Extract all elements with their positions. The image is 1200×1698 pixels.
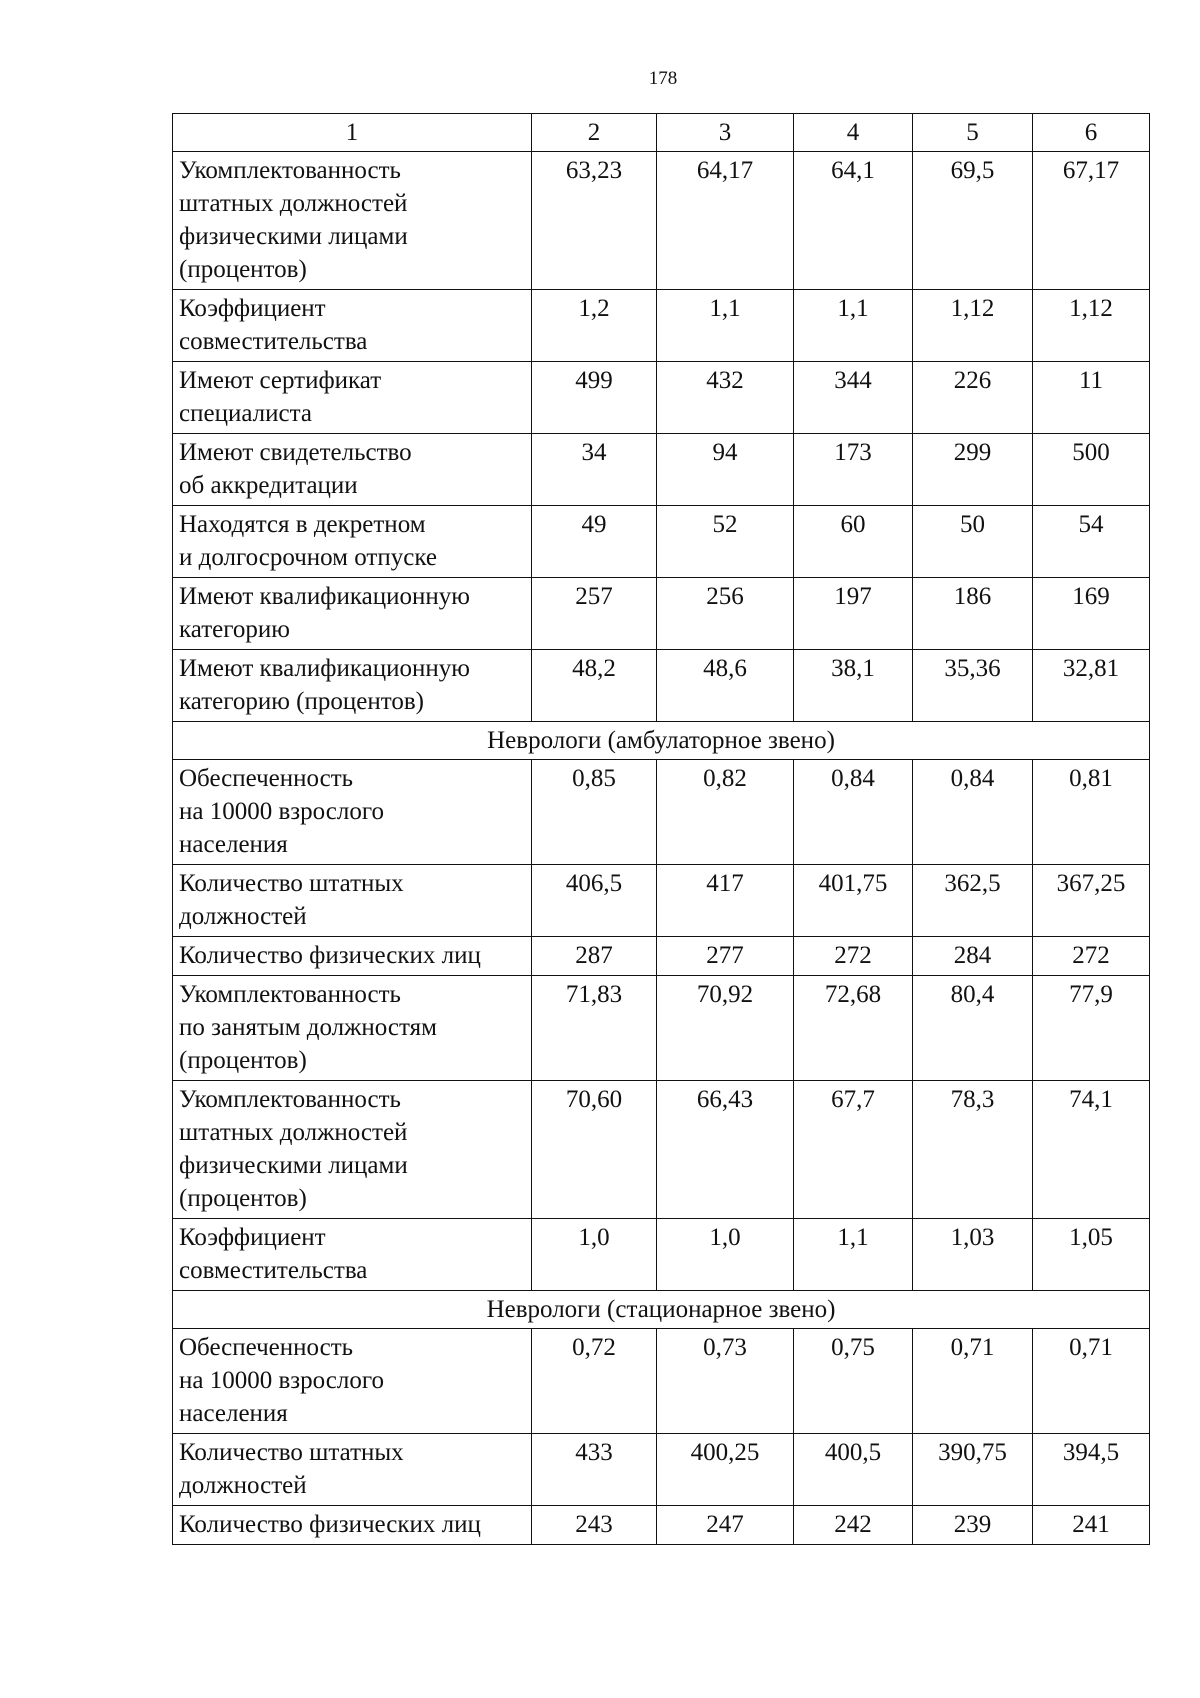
table-row: [173, 1081, 1150, 1219]
table-cell: 0,84: [794, 760, 913, 865]
table-cell: 241: [1033, 1506, 1150, 1545]
table-cell: 272: [1033, 937, 1150, 976]
table-cell: 94: [657, 434, 794, 506]
table-cell: 287: [532, 937, 657, 976]
row-label: Укомплектованность по занятым должностям (процентов): [173, 976, 532, 1081]
table-cell: 35,36: [913, 650, 1033, 722]
table-cell: 77,9: [1033, 976, 1150, 1081]
table-cell: 499: [532, 362, 657, 434]
table-row: [173, 650, 1150, 722]
section-header-row: [173, 722, 1150, 760]
table-cell: 1,0: [657, 1219, 794, 1291]
table-cell: 242: [794, 1506, 913, 1545]
row-label: Имеют свидетельство об аккредитации: [173, 434, 532, 506]
row-label: Находятся в декретном и долгосрочном отпуске: [173, 506, 532, 578]
table-row: [173, 362, 1150, 434]
table-cell: 0,72: [532, 1329, 657, 1434]
table-cell: 186: [913, 578, 1033, 650]
table-cell: 1,12: [913, 290, 1033, 362]
table-cell: 1,1: [657, 290, 794, 362]
table-cell: 362,5: [913, 865, 1033, 937]
table-cell: 0,81: [1033, 760, 1150, 865]
table-cell: 239: [913, 1506, 1033, 1545]
table-cell: 299: [913, 434, 1033, 506]
table-cell: 49: [532, 506, 657, 578]
table-cell: 11: [1033, 362, 1150, 434]
table-cell: 32,81: [1033, 650, 1150, 722]
table-row: [173, 1434, 1150, 1506]
page-number: 178: [648, 68, 678, 89]
row-label: Количество штатных должностей: [173, 865, 532, 937]
row-label: Обеспеченность на 10000 взрослого населения: [173, 1329, 532, 1434]
row-label: Количество физических лиц: [173, 1506, 532, 1545]
column-header: 3: [657, 114, 794, 152]
table-row: [173, 1506, 1150, 1545]
table-cell: 1,2: [532, 290, 657, 362]
column-header: 2: [532, 114, 657, 152]
row-label: Имеют квалификационную категорию: [173, 578, 532, 650]
table-cell: 173: [794, 434, 913, 506]
row-label: Коэффициент совместительства: [173, 290, 532, 362]
table-cell: 1,03: [913, 1219, 1033, 1291]
column-header: 1: [173, 114, 532, 152]
row-label: Укомплектованность штатных должностей физическими лицами (процентов): [173, 1081, 532, 1219]
table-cell: 394,5: [1033, 1434, 1150, 1506]
table-cell: 48,6: [657, 650, 794, 722]
table-cell: 34: [532, 434, 657, 506]
table-cell: 400,25: [657, 1434, 794, 1506]
table-cell: 0,71: [1033, 1329, 1150, 1434]
table-cell: 247: [657, 1506, 794, 1545]
table-cell: 0,85: [532, 760, 657, 865]
table-cell: 70,60: [532, 1081, 657, 1219]
data-table: [172, 113, 1150, 1545]
table-cell: 284: [913, 937, 1033, 976]
table-cell: 66,43: [657, 1081, 794, 1219]
table-cell: 0,84: [913, 760, 1033, 865]
table-cell: 1,1: [794, 1219, 913, 1291]
table-cell: 74,1: [1033, 1081, 1150, 1219]
row-label: Имеют квалификационную категорию (процентов): [173, 650, 532, 722]
table-row: [173, 1219, 1150, 1291]
table-body: [173, 114, 1150, 1545]
table-cell: 0,82: [657, 760, 794, 865]
column-header: 5: [913, 114, 1033, 152]
table-cell: 401,75: [794, 865, 913, 937]
table-cell: 67,7: [794, 1081, 913, 1219]
table-cell: 69,5: [913, 152, 1033, 290]
table-cell: 243: [532, 1506, 657, 1545]
table-cell: 1,05: [1033, 1219, 1150, 1291]
row-label: Укомплектованность штатных должностей физическими лицами (процентов): [173, 152, 532, 290]
table-cell: 433: [532, 1434, 657, 1506]
table-cell: 197: [794, 578, 913, 650]
section-title: Неврологи (стационарное звено): [173, 1291, 1150, 1329]
table-row: [173, 434, 1150, 506]
table-cell: 48,2: [532, 650, 657, 722]
column-header: 4: [794, 114, 913, 152]
table-cell: 54: [1033, 506, 1150, 578]
section-title: Неврологи (амбулаторное звено): [173, 722, 1150, 760]
table-cell: 72,68: [794, 976, 913, 1081]
table-cell: 78,3: [913, 1081, 1033, 1219]
table-cell: 64,1: [794, 152, 913, 290]
table-row: [173, 976, 1150, 1081]
table-cell: 256: [657, 578, 794, 650]
table-cell: 344: [794, 362, 913, 434]
table-cell: 60: [794, 506, 913, 578]
row-label: Коэффициент совместительства: [173, 1219, 532, 1291]
table-cell: 1,12: [1033, 290, 1150, 362]
table-cell: 50: [913, 506, 1033, 578]
table-row: [173, 937, 1150, 976]
table-cell: 0,75: [794, 1329, 913, 1434]
row-label: Обеспеченность на 10000 взрослого населения: [173, 760, 532, 865]
table-row: [173, 1329, 1150, 1434]
table-cell: 272: [794, 937, 913, 976]
table-cell: 0,73: [657, 1329, 794, 1434]
table-row: [173, 760, 1150, 865]
table-cell: 367,25: [1033, 865, 1150, 937]
table-cell: 406,5: [532, 865, 657, 937]
table-cell: 432: [657, 362, 794, 434]
table-cell: 226: [913, 362, 1033, 434]
table-cell: 500: [1033, 434, 1150, 506]
table-cell: 80,4: [913, 976, 1033, 1081]
section-header-row: [173, 1291, 1150, 1329]
table-row: [173, 506, 1150, 578]
table-cell: 400,5: [794, 1434, 913, 1506]
table-cell: 1,0: [532, 1219, 657, 1291]
table-cell: 169: [1033, 578, 1150, 650]
table-cell: 257: [532, 578, 657, 650]
row-label: Количество штатных должностей: [173, 1434, 532, 1506]
table-row: [173, 152, 1150, 290]
column-header: 6: [1033, 114, 1150, 152]
table-cell: 417: [657, 865, 794, 937]
table-cell: 67,17: [1033, 152, 1150, 290]
table-cell: 71,83: [532, 976, 657, 1081]
table-cell: 63,23: [532, 152, 657, 290]
table-cell: 70,92: [657, 976, 794, 1081]
table-header-row: [173, 114, 1150, 152]
row-label: Количество физических лиц: [173, 937, 532, 976]
table-cell: 0,71: [913, 1329, 1033, 1434]
table-row: [173, 290, 1150, 362]
table-cell: 390,75: [913, 1434, 1033, 1506]
table-row: [173, 865, 1150, 937]
table-cell: 277: [657, 937, 794, 976]
table-cell: 38,1: [794, 650, 913, 722]
table-cell: 1,1: [794, 290, 913, 362]
table-cell: 64,17: [657, 152, 794, 290]
row-label: Имеют сертификат специалиста: [173, 362, 532, 434]
table-cell: 52: [657, 506, 794, 578]
table-row: [173, 578, 1150, 650]
